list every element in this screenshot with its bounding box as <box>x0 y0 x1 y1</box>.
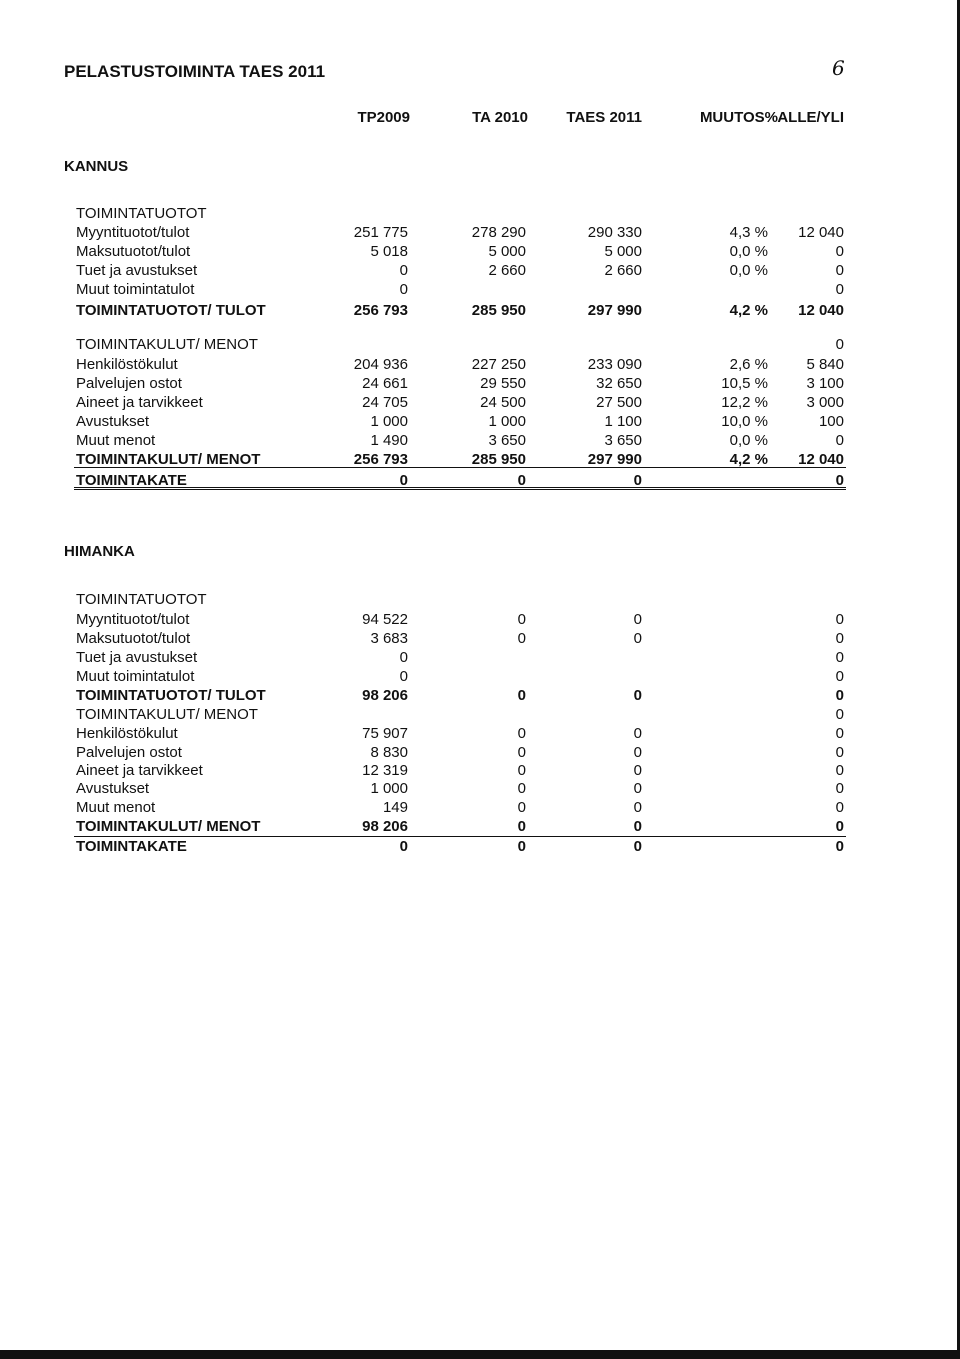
row-label: TOIMINTAKULUT/ MENOT <box>76 818 261 835</box>
cell-c4: 10,5 % <box>721 375 768 392</box>
row-label: Avustukset <box>76 780 150 797</box>
row-label: Avustukset <box>76 413 150 430</box>
cell-c1: 1 490 <box>370 432 408 449</box>
cell-c1: 1 000 <box>370 413 408 430</box>
cell-c4: 2,6 % <box>729 356 768 373</box>
cell-c5: 3 000 <box>806 394 844 411</box>
table-row <box>76 262 846 281</box>
cell-c2: 0 <box>517 780 526 797</box>
row-label: Muut toimintatulot <box>76 281 195 298</box>
cell-c3: 233 090 <box>587 356 642 373</box>
table-row <box>76 687 846 706</box>
table-row <box>76 725 846 744</box>
cell-c3: 290 330 <box>587 224 642 241</box>
cell-c4: 0,0 % <box>729 432 768 449</box>
cell-c5: 0 <box>835 706 844 723</box>
cell-c1: 24 661 <box>362 375 408 392</box>
column-header-tp2009: TP2009 <box>357 109 410 126</box>
cell-c5: 0 <box>835 611 844 628</box>
table-row <box>76 224 846 243</box>
cell-c2: 227 250 <box>471 356 526 373</box>
cell-c3: 0 <box>633 818 642 835</box>
row-label: TOIMINTATUOTOT <box>76 205 207 222</box>
cell-c5: 0 <box>835 780 844 797</box>
cell-c3: 0 <box>633 780 642 797</box>
row-label: Muut menot <box>76 799 156 816</box>
cell-c4: 0,0 % <box>729 243 768 260</box>
row-label: Myyntituotot/tulot <box>76 611 190 628</box>
cell-c5: 5 840 <box>806 356 844 373</box>
cell-c3: 297 990 <box>587 302 642 319</box>
cell-c2: 0 <box>517 687 526 704</box>
cell-c2: 285 950 <box>471 451 526 468</box>
cell-c1: 251 775 <box>353 224 408 241</box>
table-row <box>76 591 846 610</box>
cell-c5: 0 <box>835 799 844 816</box>
table-row <box>76 243 846 262</box>
cell-c1: 204 936 <box>353 356 408 373</box>
cell-c1: 3 683 <box>370 630 408 647</box>
cell-c1: 256 793 <box>353 451 408 468</box>
cell-c2: 0 <box>517 611 526 628</box>
row-label: Muut toimintatulot <box>76 668 195 685</box>
table-row <box>76 302 846 321</box>
cell-c5: 0 <box>835 630 844 647</box>
cell-c5: 0 <box>835 687 844 704</box>
cell-c5: 12 040 <box>798 451 844 468</box>
row-label: Maksutuotot/tulot <box>76 630 191 647</box>
table-row <box>76 838 846 857</box>
cell-c2: 0 <box>517 630 526 647</box>
cell-c5: 0 <box>835 336 844 353</box>
table-row <box>76 413 846 432</box>
row-label: Henkilöstökulut <box>76 356 178 373</box>
cell-c5: 12 040 <box>798 224 844 241</box>
cell-c5: 12 040 <box>798 302 844 319</box>
page-number-mark: 6 <box>832 56 845 80</box>
row-label: TOIMINTAKATE <box>76 838 187 855</box>
cell-c5: 0 <box>835 281 844 298</box>
cell-c4: 12,2 % <box>721 394 768 411</box>
cell-c4: 4,3 % <box>729 224 768 241</box>
cell-c5: 0 <box>835 472 844 489</box>
cell-c5: 3 100 <box>806 375 844 392</box>
cell-c1: 94 522 <box>362 611 408 628</box>
table-row <box>76 630 846 649</box>
cell-c2: 3 650 <box>488 432 526 449</box>
cell-c2: 0 <box>517 818 526 835</box>
column-header-ta2010: TA 2010 <box>472 109 528 126</box>
row-label: Muut menot <box>76 432 156 449</box>
table-row <box>76 706 846 725</box>
cell-c1: 0 <box>399 649 408 666</box>
table-row <box>76 611 846 630</box>
row-label: Myyntituotot/tulot <box>76 224 190 241</box>
row-label: Aineet ja tarvikkeet <box>76 762 203 779</box>
row-label: Palvelujen ostot <box>76 744 182 761</box>
cell-c2: 1 000 <box>488 413 526 430</box>
section-title-himanka: HIMANKA <box>64 543 135 560</box>
table-row <box>76 394 846 413</box>
cell-c5: 0 <box>835 838 844 855</box>
row-label: Henkilöstökulut <box>76 725 178 742</box>
cell-c2: 285 950 <box>471 302 526 319</box>
table-row <box>76 432 846 451</box>
cell-c1: 98 206 <box>362 687 408 704</box>
scan-edge-bottom <box>0 1350 960 1359</box>
cell-c2: 0 <box>517 725 526 742</box>
cell-c2: 278 290 <box>471 224 526 241</box>
table-row <box>76 762 846 781</box>
cell-c5: 0 <box>835 744 844 761</box>
column-header-taes2011: TAES 2011 <box>566 109 642 126</box>
cell-c1: 12 319 <box>362 762 408 779</box>
cell-c1: 1 000 <box>370 780 408 797</box>
cell-c3: 297 990 <box>587 451 642 468</box>
cell-c3: 32 650 <box>596 375 642 392</box>
kannus-total-rule <box>74 467 846 468</box>
cell-c3: 2 660 <box>604 262 642 279</box>
cell-c3: 0 <box>633 725 642 742</box>
cell-c3: 0 <box>633 472 642 489</box>
column-header-alle-yli: ALLE/YLI <box>777 109 844 126</box>
section-title-kannus: KANNUS <box>64 158 129 175</box>
cell-c2: 2 660 <box>488 262 526 279</box>
cell-c3: 0 <box>633 762 642 779</box>
table-row <box>76 799 846 818</box>
cell-c3: 27 500 <box>596 394 642 411</box>
kannus-net-rule <box>74 487 846 490</box>
cell-c2: 0 <box>517 472 526 489</box>
cell-c3: 0 <box>633 744 642 761</box>
cell-c5: 0 <box>835 725 844 742</box>
cell-c1: 0 <box>399 472 408 489</box>
cell-c3: 1 100 <box>604 413 642 430</box>
row-label: TOIMINTAKATE <box>76 472 187 489</box>
cell-c5: 0 <box>835 762 844 779</box>
cell-c1: 0 <box>399 262 408 279</box>
page-title: PELASTUSTOIMINTA TAES 2011 <box>64 62 326 81</box>
table-row <box>76 780 846 799</box>
row-label: Aineet ja tarvikkeet <box>76 394 203 411</box>
cell-c4: 0,0 % <box>729 262 768 279</box>
row-label: TOIMINTATUOTOT <box>76 591 207 608</box>
table-row <box>76 375 846 394</box>
cell-c2: 29 550 <box>480 375 526 392</box>
table-row <box>76 668 846 687</box>
cell-c2: 0 <box>517 799 526 816</box>
cell-c3: 5 000 <box>604 243 642 260</box>
cell-c2: 0 <box>517 838 526 855</box>
cell-c4: 4,2 % <box>729 302 768 319</box>
cell-c1: 256 793 <box>353 302 408 319</box>
cell-c1: 5 018 <box>370 243 408 260</box>
cell-c2: 24 500 <box>480 394 526 411</box>
row-label: TOIMINTAKULUT/ MENOT <box>76 451 261 468</box>
cell-c3: 0 <box>633 838 642 855</box>
cell-c1: 8 830 <box>370 744 408 761</box>
cell-c5: 0 <box>835 262 844 279</box>
himanka-total-rule <box>74 836 846 837</box>
cell-c2: 5 000 <box>488 243 526 260</box>
table-row <box>76 818 846 837</box>
cell-c1: 98 206 <box>362 818 408 835</box>
cell-c4: 4,2 % <box>729 451 768 468</box>
cell-c3: 0 <box>633 611 642 628</box>
table-row <box>76 356 846 375</box>
row-label: Tuet ja avustukset <box>76 649 198 666</box>
table-row <box>76 281 846 300</box>
cell-c1: 24 705 <box>362 394 408 411</box>
cell-c1: 75 907 <box>362 725 408 742</box>
cell-c5: 0 <box>835 668 844 685</box>
cell-c2: 0 <box>517 744 526 761</box>
row-label: TOIMINTAKULUT/ MENOT <box>76 336 258 353</box>
cell-c2: 0 <box>517 762 526 779</box>
cell-c1: 0 <box>399 668 408 685</box>
row-label: Maksutuotot/tulot <box>76 243 191 260</box>
cell-c3: 0 <box>633 630 642 647</box>
cell-c5: 0 <box>835 243 844 260</box>
cell-c5: 100 <box>818 413 844 430</box>
row-label: Tuet ja avustukset <box>76 262 198 279</box>
table-row <box>76 205 846 224</box>
table-row <box>76 649 846 668</box>
row-label: Palvelujen ostot <box>76 375 182 392</box>
cell-c5: 0 <box>835 432 844 449</box>
cell-c3: 0 <box>633 799 642 816</box>
column-header-muutos: MUUTOS% <box>699 109 778 126</box>
cell-c1: 0 <box>399 281 408 298</box>
row-label: TOIMINTATUOTOT/ TULOT <box>76 302 266 319</box>
row-label: TOIMINTATUOTOT/ TULOT <box>76 687 266 704</box>
cell-c3: 0 <box>633 687 642 704</box>
cell-c1: 0 <box>399 838 408 855</box>
row-label: TOIMINTAKULUT/ MENOT <box>76 706 258 723</box>
cell-c5: 0 <box>835 649 844 666</box>
table-row <box>76 744 846 763</box>
cell-c3: 3 650 <box>604 432 642 449</box>
cell-c1: 149 <box>382 799 408 816</box>
cell-c4: 10,0 % <box>721 413 768 430</box>
cell-c5: 0 <box>835 818 844 835</box>
table-row <box>76 336 846 355</box>
